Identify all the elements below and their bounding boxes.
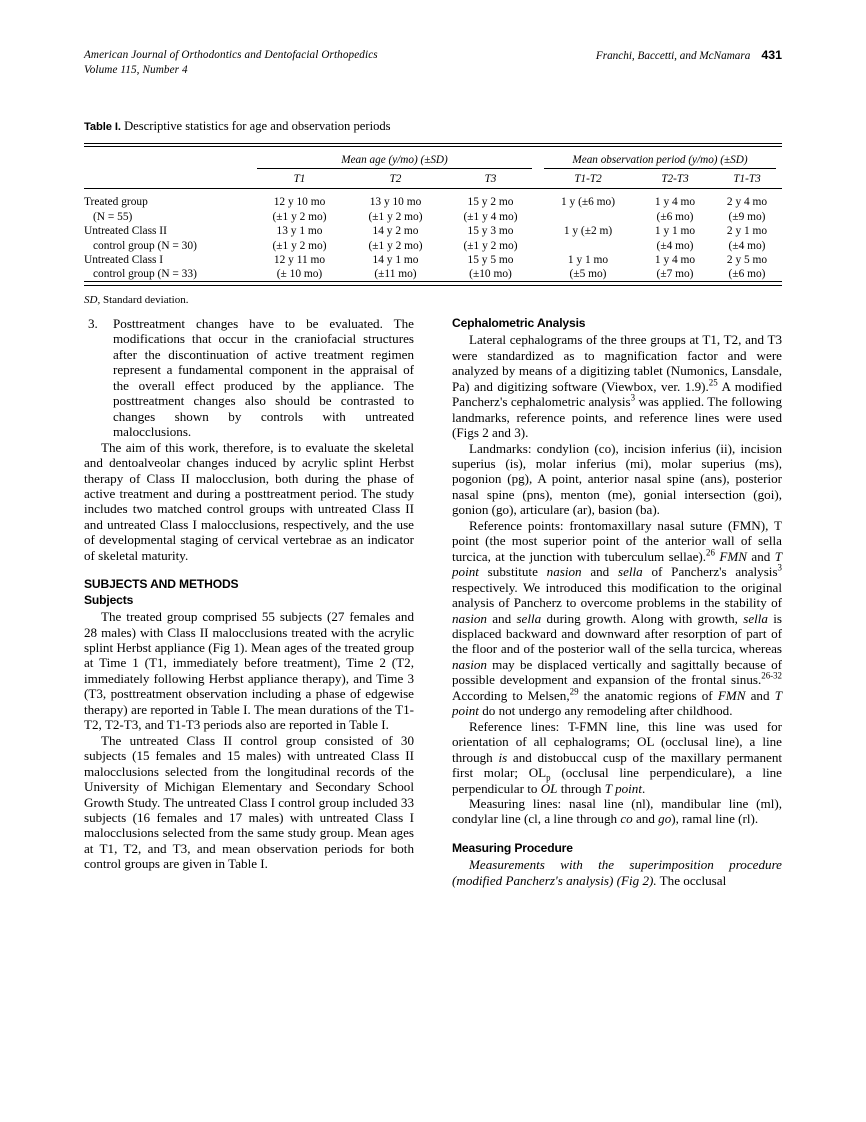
refpoints-text-c5: may be displaced vertically and sagittally because of possible development and expansion of the frontal sinus.: [452, 656, 782, 688]
descriptive-statistics-table: [84, 143, 782, 286]
term-fmn-2: FMN: [717, 687, 746, 703]
cell-treated-t3-sd: (±1 y 4 mo): [463, 210, 518, 223]
group-header-mean-observation-label: Mean observation period (y/mo) (±SD): [544, 154, 776, 169]
ceph-text-b: A modified Pancherz's cephalometric analysis: [452, 378, 782, 410]
row-label-untreated-class-ii: Untreated Class II: [84, 225, 167, 238]
refpoints-sep-6: and: [745, 687, 775, 703]
cell-ci-t2t3-sd: (±7 mo): [656, 268, 694, 281]
cell-ci-t3-sd: (±10 mo): [469, 268, 512, 281]
reference-points-paragraph: [452, 518, 782, 719]
refpoints-text-c1: respectively. We introduced this modification to the original analysis of Pancherz to overcome problems in the stability of: [452, 579, 782, 611]
landmarks-paragraph: Landmarks: condylion (co), incision inferius (ii), incision superius (is), molar inferius (mi), molar superius (ms), pogonion (pg), A point, anterior nasal spine (ans), posterior nasal spine (pns), menton (me), gonial intersection (goi), gonion (go), articulare (ar), basion (ba).: [452, 440, 782, 518]
measlines-text-c: ), ramal line (rl).: [671, 811, 759, 827]
cell-cii-t1t3-sd: (±4 mo): [728, 239, 766, 252]
term-sella-2: sella: [516, 610, 542, 626]
term-t-point-3: T point: [604, 780, 642, 796]
measlines-sep: and: [632, 811, 659, 827]
reflines-text-a: Reference lines: T-FMN line, this line was used for orientation of all cephalograms; OL (occlusal line), a line through: [452, 718, 782, 765]
cell-ci-t3: 15 y 5 mo: [467, 253, 514, 266]
table-row-sd: [84, 238, 782, 252]
column-header-t3: T3: [484, 172, 497, 185]
page-number: 431: [761, 48, 782, 62]
reflines-text-d: through: [557, 780, 605, 796]
table-row-sd: [84, 267, 782, 282]
reference-marker-25: 25: [708, 377, 718, 388]
term-t-point-2: T point: [452, 687, 782, 719]
group-header-mean-observation: [538, 147, 782, 170]
table-caption-text: Descriptive statistics for age and observation periods: [124, 119, 391, 133]
body-columns: [84, 316, 782, 1016]
aim-paragraph: The aim of this work, therefore, is to evaluate the skeletal and dentoalveolar changes induced by acrylic splint Herbst therapy of Class II malocclusion, both during the phase of active treatment and during a posttreatment period. The study includes two matched control groups with untreated Class II and untreated Class I malocclusions, respectively, and the use of developmental staging of cervical vertebrae as an indicator of skeletal maturity.: [84, 439, 414, 563]
list-item-text: Posttreatment changes have to be evaluated. The modifications that occur in the craniofacial structures after the discontinuation of active treatment regimen represent a fundamental component in the appraisal of the overall effect produced by the appliance. The posttreatment changes also should be contrasted to changes shown by controls with untreated malocclusions.: [113, 316, 414, 440]
table-block: [84, 118, 782, 306]
cell-treated-t1t2-sd: [538, 210, 638, 224]
table-group-header-row: [84, 147, 782, 170]
group-header-mean-age-label: Mean age (y/mo) (±SD): [257, 154, 532, 169]
cell-treated-t2-sd: (±1 y 2 mo): [368, 210, 423, 223]
column-header-t1-t2: T1-T2: [574, 172, 602, 185]
section-heading-measuring-procedure: Measuring Procedure: [452, 840, 573, 855]
subsection-heading-subjects: Subjects: [84, 592, 134, 607]
table-footnote: [84, 286, 782, 306]
term-sella-3: sella: [743, 610, 768, 626]
volume-issue: Volume 115, Number 4: [84, 64, 188, 76]
cell-ci-t2: 14 y 1 mo: [372, 253, 419, 266]
measlines-text-a: Measuring lines: nasal line (nl), mandibular line (ml), condylar line (cl, a line through: [452, 796, 782, 827]
table-column-header-row: [84, 170, 782, 189]
column-header-t2-t3: T2-T3: [661, 172, 689, 185]
cell-ci-t1t3-sd: (±6 mo): [728, 268, 766, 281]
refpoints-text-b5: of Pancherz's analysis: [642, 564, 778, 580]
running-head-right: [596, 48, 782, 64]
term-fmn: FMN: [719, 548, 747, 564]
term-sella: sella: [618, 564, 643, 580]
term-co: co: [620, 811, 633, 827]
cell-cii-t2t3-sd: (±4 mo): [656, 239, 694, 252]
column-header-t2: T2: [389, 172, 402, 185]
spacer: [452, 827, 782, 841]
numbered-list: [84, 316, 414, 440]
cell-treated-t1t3-sd: (±9 mo): [728, 210, 766, 223]
term-t-point: T point: [452, 548, 782, 580]
running-head: [84, 48, 782, 82]
refpoints-text-d1: According to Melsen,: [452, 687, 570, 703]
reference-marker-26: 26: [706, 547, 715, 558]
journal-title: American Journal of Orthodontics and Dentofacial Orthopedics: [84, 49, 378, 61]
term-go: go: [658, 811, 672, 827]
term-is: is: [498, 749, 508, 765]
table-row: [84, 253, 782, 267]
row-label-treated-group: Treated group: [84, 196, 148, 209]
reference-marker-26-32: 26-32: [761, 671, 782, 682]
cell-ci-t1t2: 1 y 1 mo: [567, 253, 609, 266]
cell-ci-t1t2-sd: (±5 mo): [569, 268, 607, 281]
cell-ci-t2t3: 1 y 4 mo: [654, 253, 696, 266]
reflines-text-c: (occlusal line perpendiculare), a line perpendicular to: [452, 765, 782, 796]
subjects-paragraph-1: The treated group comprised 55 subjects (27 females and 28 males) with Class II malocclusions treated with the acrylic splint Herbst appliance (Fig 1). Mean ages of the treated group at Time 1 (T1, immediately before treatment), Time 2 (T2, immediately following Herbst appliance therapy), and Time 3 (T3, posttreatment observation including a phase of edgewise therapy) are reported in Table I. The mean durations of the T1-T2, T2-T3, and T1-T3 periods also are reported in Table I.: [84, 609, 414, 733]
table-row-sd: [84, 210, 782, 224]
table-row: [84, 195, 782, 209]
cell-cii-t1t2-sd: [538, 238, 638, 252]
group-header-mean-age: [251, 147, 538, 170]
refpoints-sep-2: and: [746, 548, 775, 564]
ceph-text-a: Lateral cephalograms of the three groups at T1, T2, and T3 were standardized as to magnification factor and were analyzed by means of a digitizing tablet (Numonics, Lansdale, Pa) and digitizing software (Viewbox, ver. 1.9).: [452, 332, 782, 394]
cell-cii-t1-sd: (±1 y 2 mo): [272, 239, 327, 252]
refpoints-text-d2: the anatomic regions of: [578, 687, 718, 703]
cephalometric-paragraph: [452, 332, 782, 440]
list-item: [84, 316, 414, 440]
refpoints-text-a: Reference points: frontomaxillary nasal suture (FMN), T point (the most superior point of the anterior wall of sella turcica, at the junction with tuberculum sellae).: [452, 517, 782, 564]
subscript-p: p: [546, 772, 551, 783]
cell-treated-t3: 15 y 2 mo: [467, 196, 514, 209]
ceph-text-c: was applied. The following landmarks, reference points, and reference lines were used (Figs 2 and 3).: [452, 394, 783, 441]
cell-cii-t3: 15 y 3 mo: [467, 225, 514, 238]
measuring-procedure-paragraph: [452, 857, 782, 888]
cell-treated-t1t3: 2 y 4 mo: [726, 196, 768, 209]
cell-treated-t2: 13 y 10 mo: [369, 196, 422, 209]
table-label: Table I.: [84, 121, 121, 133]
cell-treated-t2t3-sd: (±6 mo): [656, 210, 694, 223]
reference-marker-29: 29: [569, 686, 579, 697]
refpoints-sep-4: and: [581, 564, 618, 580]
cell-cii-t3-sd: (±1 y 2 mo): [463, 239, 518, 252]
row-label-treated-n: (N = 55): [93, 210, 133, 223]
table-caption: [84, 118, 782, 135]
list-item-number: 3.: [88, 316, 98, 331]
term-nasion: nasion: [546, 564, 582, 580]
spacer: [84, 563, 414, 577]
table-row: [84, 224, 782, 238]
refpoints-text-c3: during growth. Along with growth,: [541, 610, 744, 626]
cell-ci-t2-sd: (±11 mo): [374, 268, 417, 281]
refpoints-text-d4: do not undergo any remodeling after childhood.: [478, 703, 733, 719]
section-heading-subjects-and-methods: SUBJECTS AND METHODS: [84, 577, 239, 592]
measuring-lines-paragraph: [452, 796, 782, 827]
term-nasion-3: nasion: [452, 656, 487, 672]
reference-marker-3b: 3: [777, 562, 782, 573]
reflines-text-e: .: [642, 780, 646, 796]
right-column: [452, 316, 782, 888]
cell-ci-t1-sd: (± 10 mo): [276, 268, 323, 281]
reflines-text-b: and distobuccal cusp of the maxillary permanent first molar; OL: [452, 749, 782, 781]
cell-treated-t1: 12 y 10 mo: [273, 196, 326, 209]
refpoints-sep-3: substitute: [478, 564, 547, 580]
refpoints-sep-5: and: [486, 610, 517, 626]
reference-marker-3: 3: [630, 392, 636, 403]
cell-ci-t1t3: 2 y 5 mo: [726, 253, 768, 266]
cell-treated-t2t3: 1 y 4 mo: [654, 196, 696, 209]
cell-ci-t1: 12 y 11 mo: [273, 253, 326, 266]
running-head-left: [84, 48, 378, 78]
column-header-t1: T1: [293, 172, 306, 185]
reference-lines-paragraph: [452, 719, 782, 796]
row-label-cii-control-n: control group (N = 30): [93, 239, 197, 252]
left-column: [84, 316, 414, 872]
cell-treated-t1t2: 1 y (±6 mo): [560, 196, 616, 209]
cell-treated-t1-sd: (±1 y 2 mo): [272, 210, 327, 223]
author-list: Franchi, Baccetti, and McNamara: [595, 50, 751, 62]
footnote-text: Standard deviation.: [102, 293, 189, 306]
row-label-untreated-class-i: Untreated Class I: [84, 253, 164, 266]
section-heading-cephalometric-analysis: Cephalometric Analysis: [452, 316, 586, 330]
column-header-t1-t3: T1-T3: [733, 172, 761, 185]
subjects-paragraph-2: The untreated Class II control group consisted of 30 subjects (15 females and 15 males) with untreated Class II malocclusions selected from the longitudinal records of the University of Michigan Elementary and Secondary School Growth Study. The untreated Class I control group included 33 subjects (16 females and 17 males) with untreated Class I malocclusions selected from the same study group. Mean ages at T1, T2, and T3, and mean observation periods for both control groups are given in Table I.: [84, 732, 414, 872]
measproc-italic-lead: Measurements with the superimposition procedure (modified Pancherz's analysis) (Fig 2).: [452, 857, 782, 888]
measproc-tail: The occlusal: [656, 872, 727, 888]
cell-cii-t1: 13 y 1 mo: [276, 225, 323, 238]
cell-cii-t2t3: 1 y 1 mo: [654, 225, 696, 238]
term-ol: OL: [540, 780, 558, 796]
footnote-abbr: SD,: [84, 293, 101, 306]
cell-cii-t2: 14 y 2 mo: [372, 225, 419, 238]
cell-cii-t2-sd: (±1 y 2 mo): [368, 239, 423, 252]
cell-cii-t1t3: 2 y 1 mo: [726, 225, 768, 238]
refpoints-text-c4: is displaced backward and downward after resorption of part of the floor and of the posterior wall of the sella turcica, whereas: [452, 610, 782, 657]
row-label-ci-control-n: control group (N = 33): [93, 268, 197, 281]
cell-cii-t1t2: 1 y (±2 m): [563, 225, 613, 238]
term-nasion-2: nasion: [452, 610, 487, 626]
